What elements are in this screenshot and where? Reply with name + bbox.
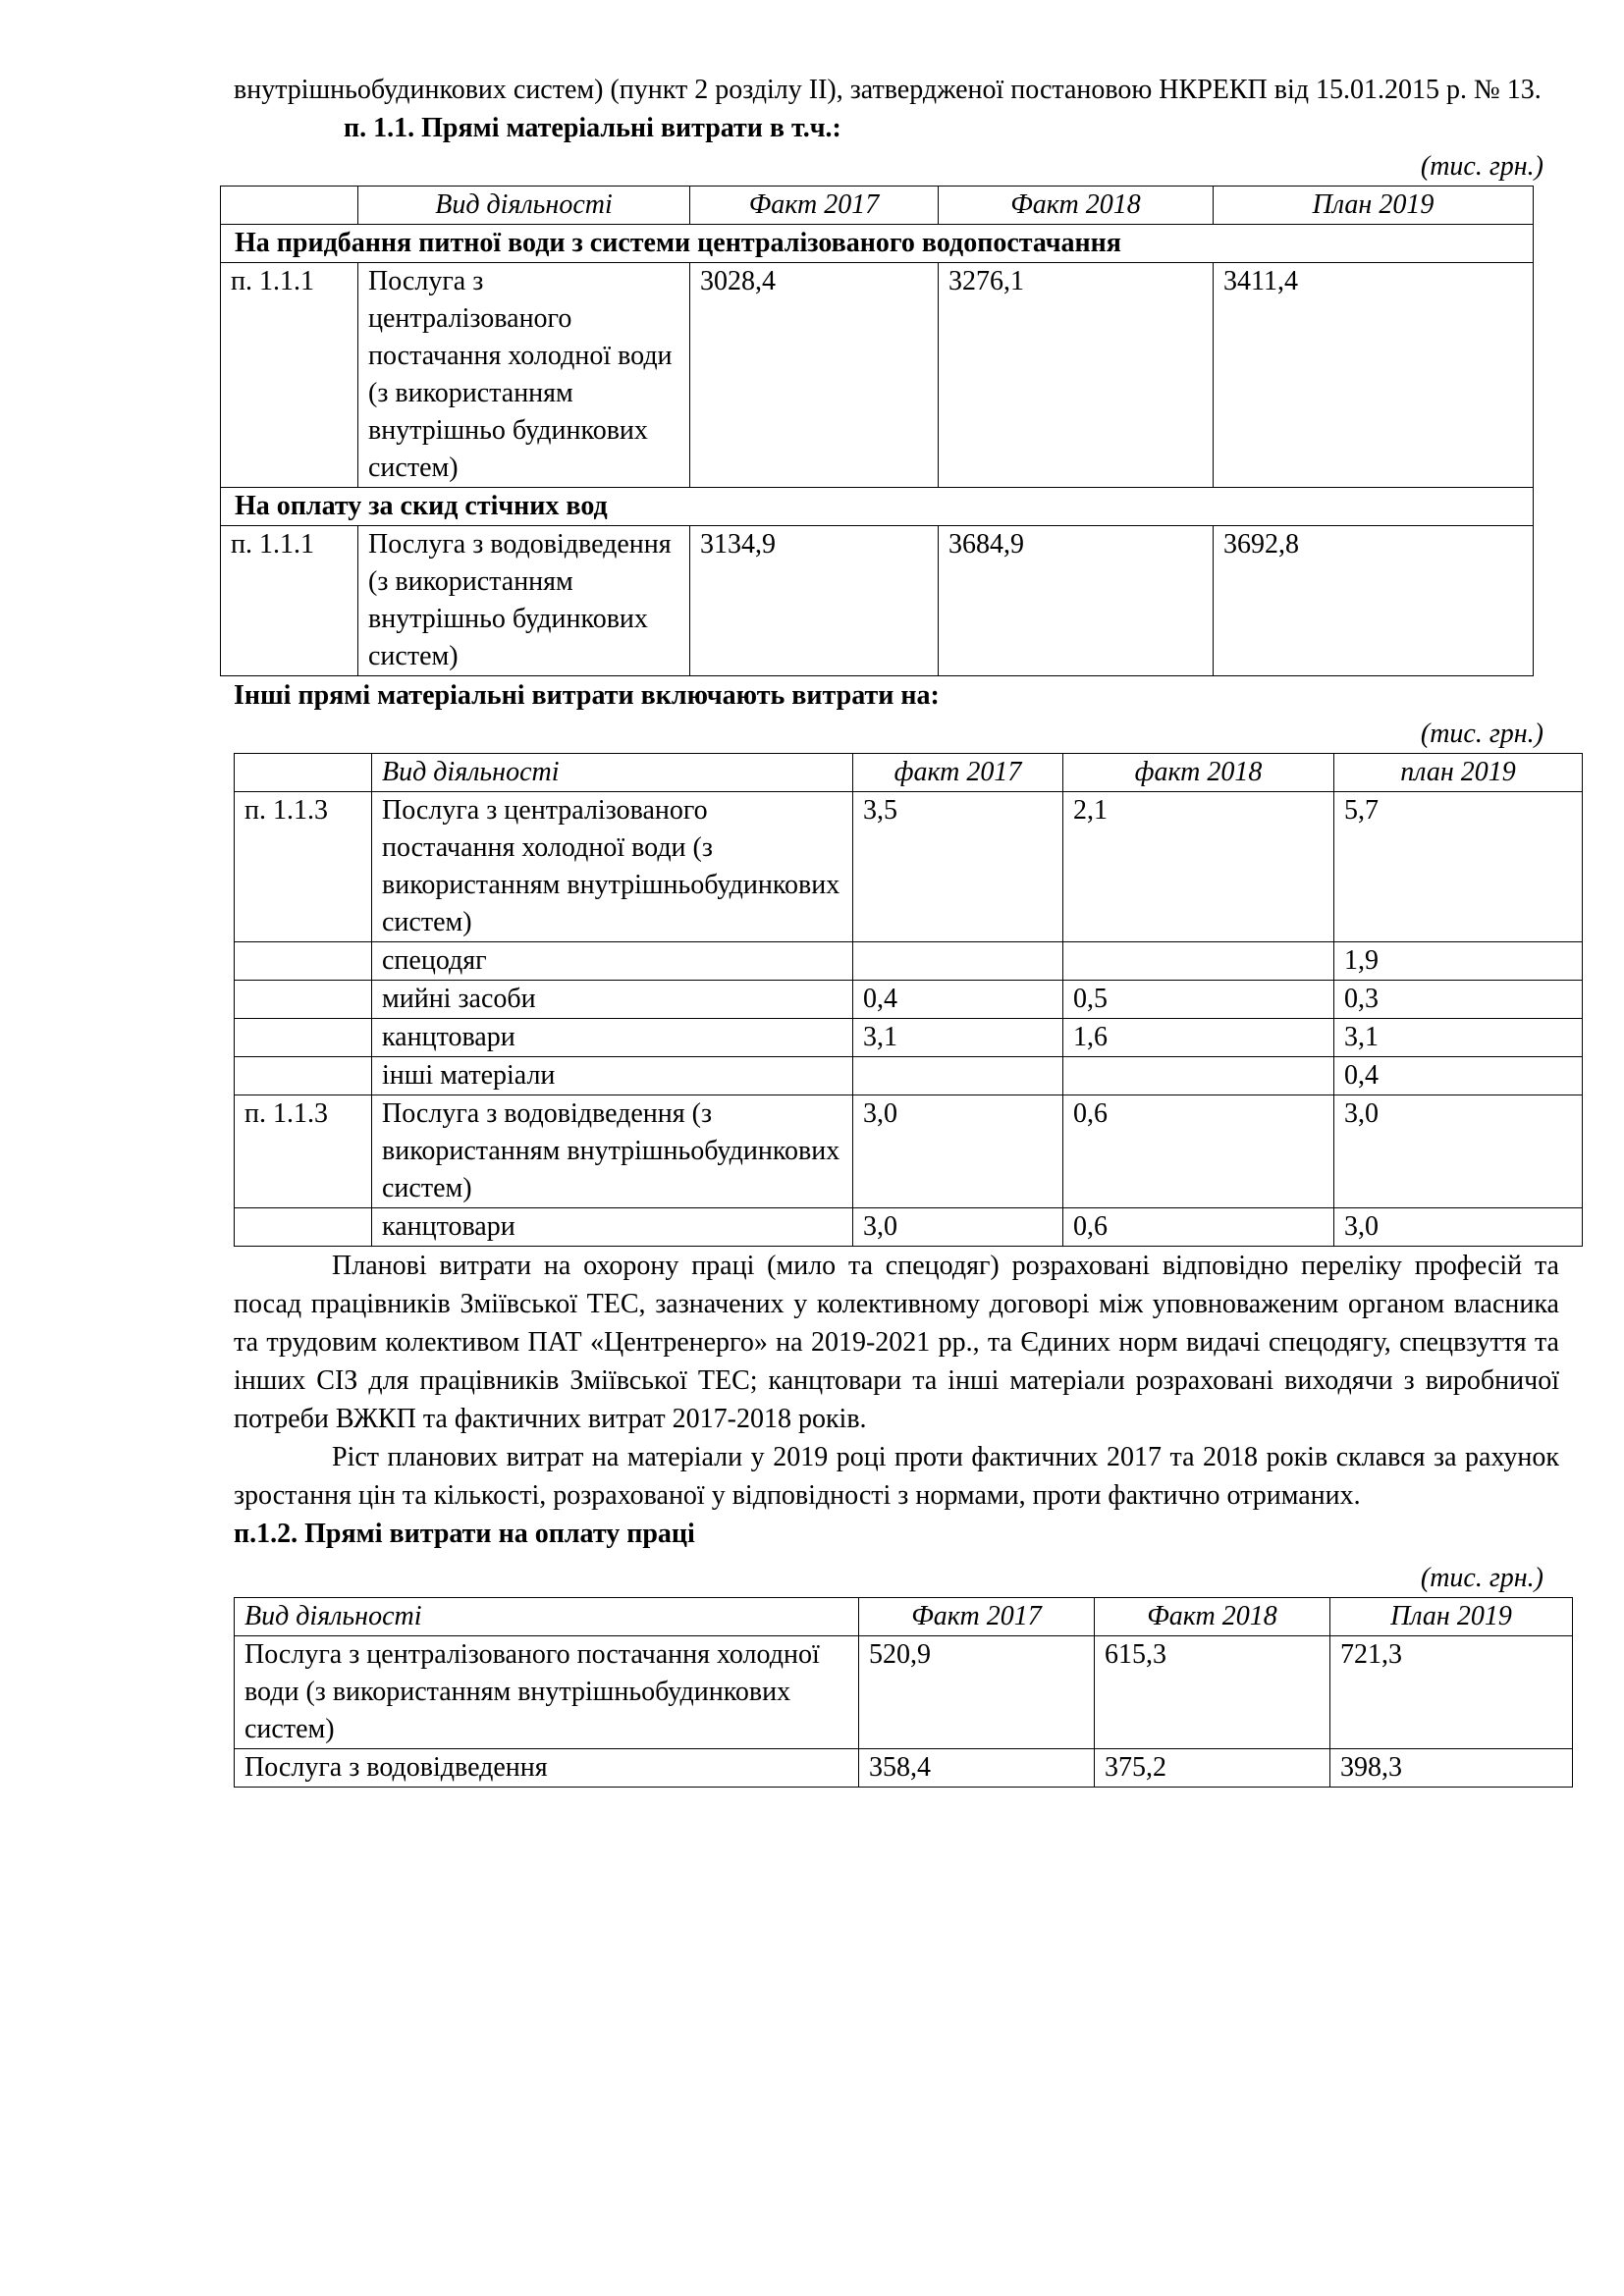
table-row (235, 1636, 1573, 1749)
table-cell: 1,6 (1063, 1019, 1334, 1057)
table-cell (853, 1057, 1063, 1095)
table-cell: 721,3 (1330, 1636, 1573, 1749)
table-header-row (221, 187, 1534, 225)
header-cell: Вид діяльності (358, 187, 690, 225)
table-cell: 0,5 (1063, 981, 1334, 1019)
table-cell: Послуга з водовідведення (з використанням внутрішньо будинкових систем) (358, 526, 690, 676)
section-1-1-unit: (тис. грн.) (1420, 151, 1543, 182)
header-cell: Вид діяльності (372, 754, 853, 792)
table-row (235, 1749, 1573, 1788)
header-cell (221, 187, 358, 225)
table-cell: інші матеріали (372, 1057, 853, 1095)
header-cell: факт 2017 (853, 754, 1063, 792)
header-cell: Факт 2018 (939, 187, 1214, 225)
table-cell (1063, 942, 1334, 981)
intro-paragraph: внутрішньобудинкових систем) (пункт 2 розділу ІІ), затвердженої постановою НКРЕКП від 15.01.2015 р. № 13. (234, 75, 1542, 105)
table-cell: 3411,4 (1214, 263, 1534, 488)
other-costs-unit: (тис. грн.) (1420, 719, 1543, 749)
table-cell: 3,5 (853, 792, 1063, 942)
table-row (235, 1057, 1583, 1095)
table-cell: мийні засоби (372, 981, 853, 1019)
table-cell: 0,3 (1334, 981, 1583, 1019)
table-row (235, 942, 1583, 981)
table-cell: 3692,8 (1214, 526, 1534, 676)
table-cell: 3,0 (853, 1208, 1063, 1247)
table-cell: канцтовари (372, 1208, 853, 1247)
header-cell: План 2019 (1214, 187, 1534, 225)
table-header-row (235, 1598, 1573, 1636)
table-cell (235, 1057, 372, 1095)
section-1-1-heading: п. 1.1. Прямі матеріальні витрати в т.ч.: (344, 113, 841, 143)
table-cell: 3276,1 (939, 263, 1214, 488)
table-cell (235, 981, 372, 1019)
table-row (235, 792, 1583, 942)
table-cell: п. 1.1.1 (221, 526, 358, 676)
table-cell: 375,2 (1095, 1749, 1330, 1788)
table-cell (235, 942, 372, 981)
table-cell: Послуга з централізованого постачання холодної води (з використанням внутрішньобудинкових систем) (372, 792, 853, 942)
table-row (235, 1208, 1583, 1247)
table-cell: 5,7 (1334, 792, 1583, 942)
header-cell (235, 754, 372, 792)
table-cell: 3684,9 (939, 526, 1214, 676)
table-cell: п. 1.1.3 (235, 792, 372, 942)
header-cell: план 2019 (1334, 754, 1583, 792)
table-cell: 398,3 (1330, 1749, 1573, 1788)
table-cell: канцтовари (372, 1019, 853, 1057)
other-material-costs-table (234, 753, 1583, 1247)
header-cell: Факт 2017 (690, 187, 939, 225)
table-cell: 358,4 (859, 1749, 1095, 1788)
group-title-row (221, 225, 1534, 263)
table-cell: 0,6 (1063, 1095, 1334, 1208)
header-cell: Факт 2018 (1095, 1598, 1330, 1636)
table-cell: 520,9 (859, 1636, 1095, 1749)
table-row (235, 981, 1583, 1019)
table-cell: 3028,4 (690, 263, 939, 488)
labor-costs-table (234, 1597, 1573, 1788)
other-costs-heading: Інші прямі матеріальні витрати включають витрати на: (234, 680, 940, 711)
table-cell (853, 942, 1063, 981)
table-cell: 1,9 (1334, 942, 1583, 981)
table-cell (235, 1208, 372, 1247)
table-cell: п. 1.1.3 (235, 1095, 372, 1208)
group-title: На оплату за скид стічних вод (221, 488, 1534, 526)
section-1-2-heading: п.1.2. Прямі витрати на оплату праці (234, 1519, 695, 1549)
group-title-row (221, 488, 1534, 526)
table-cell: 3134,9 (690, 526, 939, 676)
header-cell: План 2019 (1330, 1598, 1573, 1636)
header-cell: факт 2018 (1063, 754, 1334, 792)
table-cell: 0,4 (853, 981, 1063, 1019)
table-cell: п. 1.1.1 (221, 263, 358, 488)
table-cell: спецодяг (372, 942, 853, 981)
table-cell: 3,1 (853, 1019, 1063, 1057)
group-title: На придбання питної води з системи централізованого водопостачання (221, 225, 1534, 263)
table-cell: 615,3 (1095, 1636, 1330, 1749)
growth-paragraph: Ріст планових витрат на матеріали у 2019 році проти фактичних 2017 та 2018 років склався за рахунок зростання цін та кількості, розрахованої у відповідності з нормами, проти фактично отриманих. (234, 1442, 1559, 1511)
table-row (235, 1095, 1583, 1208)
section-1-2-unit: (тис. грн.) (1420, 1563, 1543, 1593)
header-cell: Факт 2017 (859, 1598, 1095, 1636)
table-cell: 3,0 (1334, 1208, 1583, 1247)
table-row (221, 263, 1534, 488)
table-cell: 3,1 (1334, 1019, 1583, 1057)
table-cell: 3,0 (853, 1095, 1063, 1208)
header-cell: Вид діяльності (235, 1598, 859, 1636)
table-cell: 0,6 (1063, 1208, 1334, 1247)
table-row (235, 1019, 1583, 1057)
table-cell: Послуга з водовідведення (235, 1749, 859, 1788)
labor-safety-paragraph: Планові витрати на охорону праці (мило та спецодяг) розраховані відповідно переліку професій та посад працівників Зміївської ТЕС, зазначених у колективному договорі між уповноваженим органом власника та трудовим колективом ПАТ «Центренерго» на 2019-2021 рр., та Єдиних норм видачі спецодягу, спецвзуття та інших СІЗ для працівників Зміївської ТЕС; канцтовари та інші матеріали розраховані виходячи з виробничої потреби ВЖКП та фактичних витрат 2017-2018 років. (234, 1251, 1559, 1434)
table-cell: 3,0 (1334, 1095, 1583, 1208)
table-header-row (235, 754, 1583, 792)
direct-material-costs-table (220, 186, 1534, 676)
table-cell: Послуга з централізованого постачання холодної води (з використанням внутрішньо будинкових систем) (358, 263, 690, 488)
table-cell: 0,4 (1334, 1057, 1583, 1095)
table-cell: 2,1 (1063, 792, 1334, 942)
table-row (221, 526, 1534, 676)
table-cell (1063, 1057, 1334, 1095)
table-cell: Послуга з централізованого постачання холодної води (з використанням внутрішньобудинкових систем) (235, 1636, 859, 1749)
document-page (231, 71, 1559, 1788)
table-cell: Послуга з водовідведення (з використанням внутрішньобудинкових систем) (372, 1095, 853, 1208)
table-cell (235, 1019, 372, 1057)
